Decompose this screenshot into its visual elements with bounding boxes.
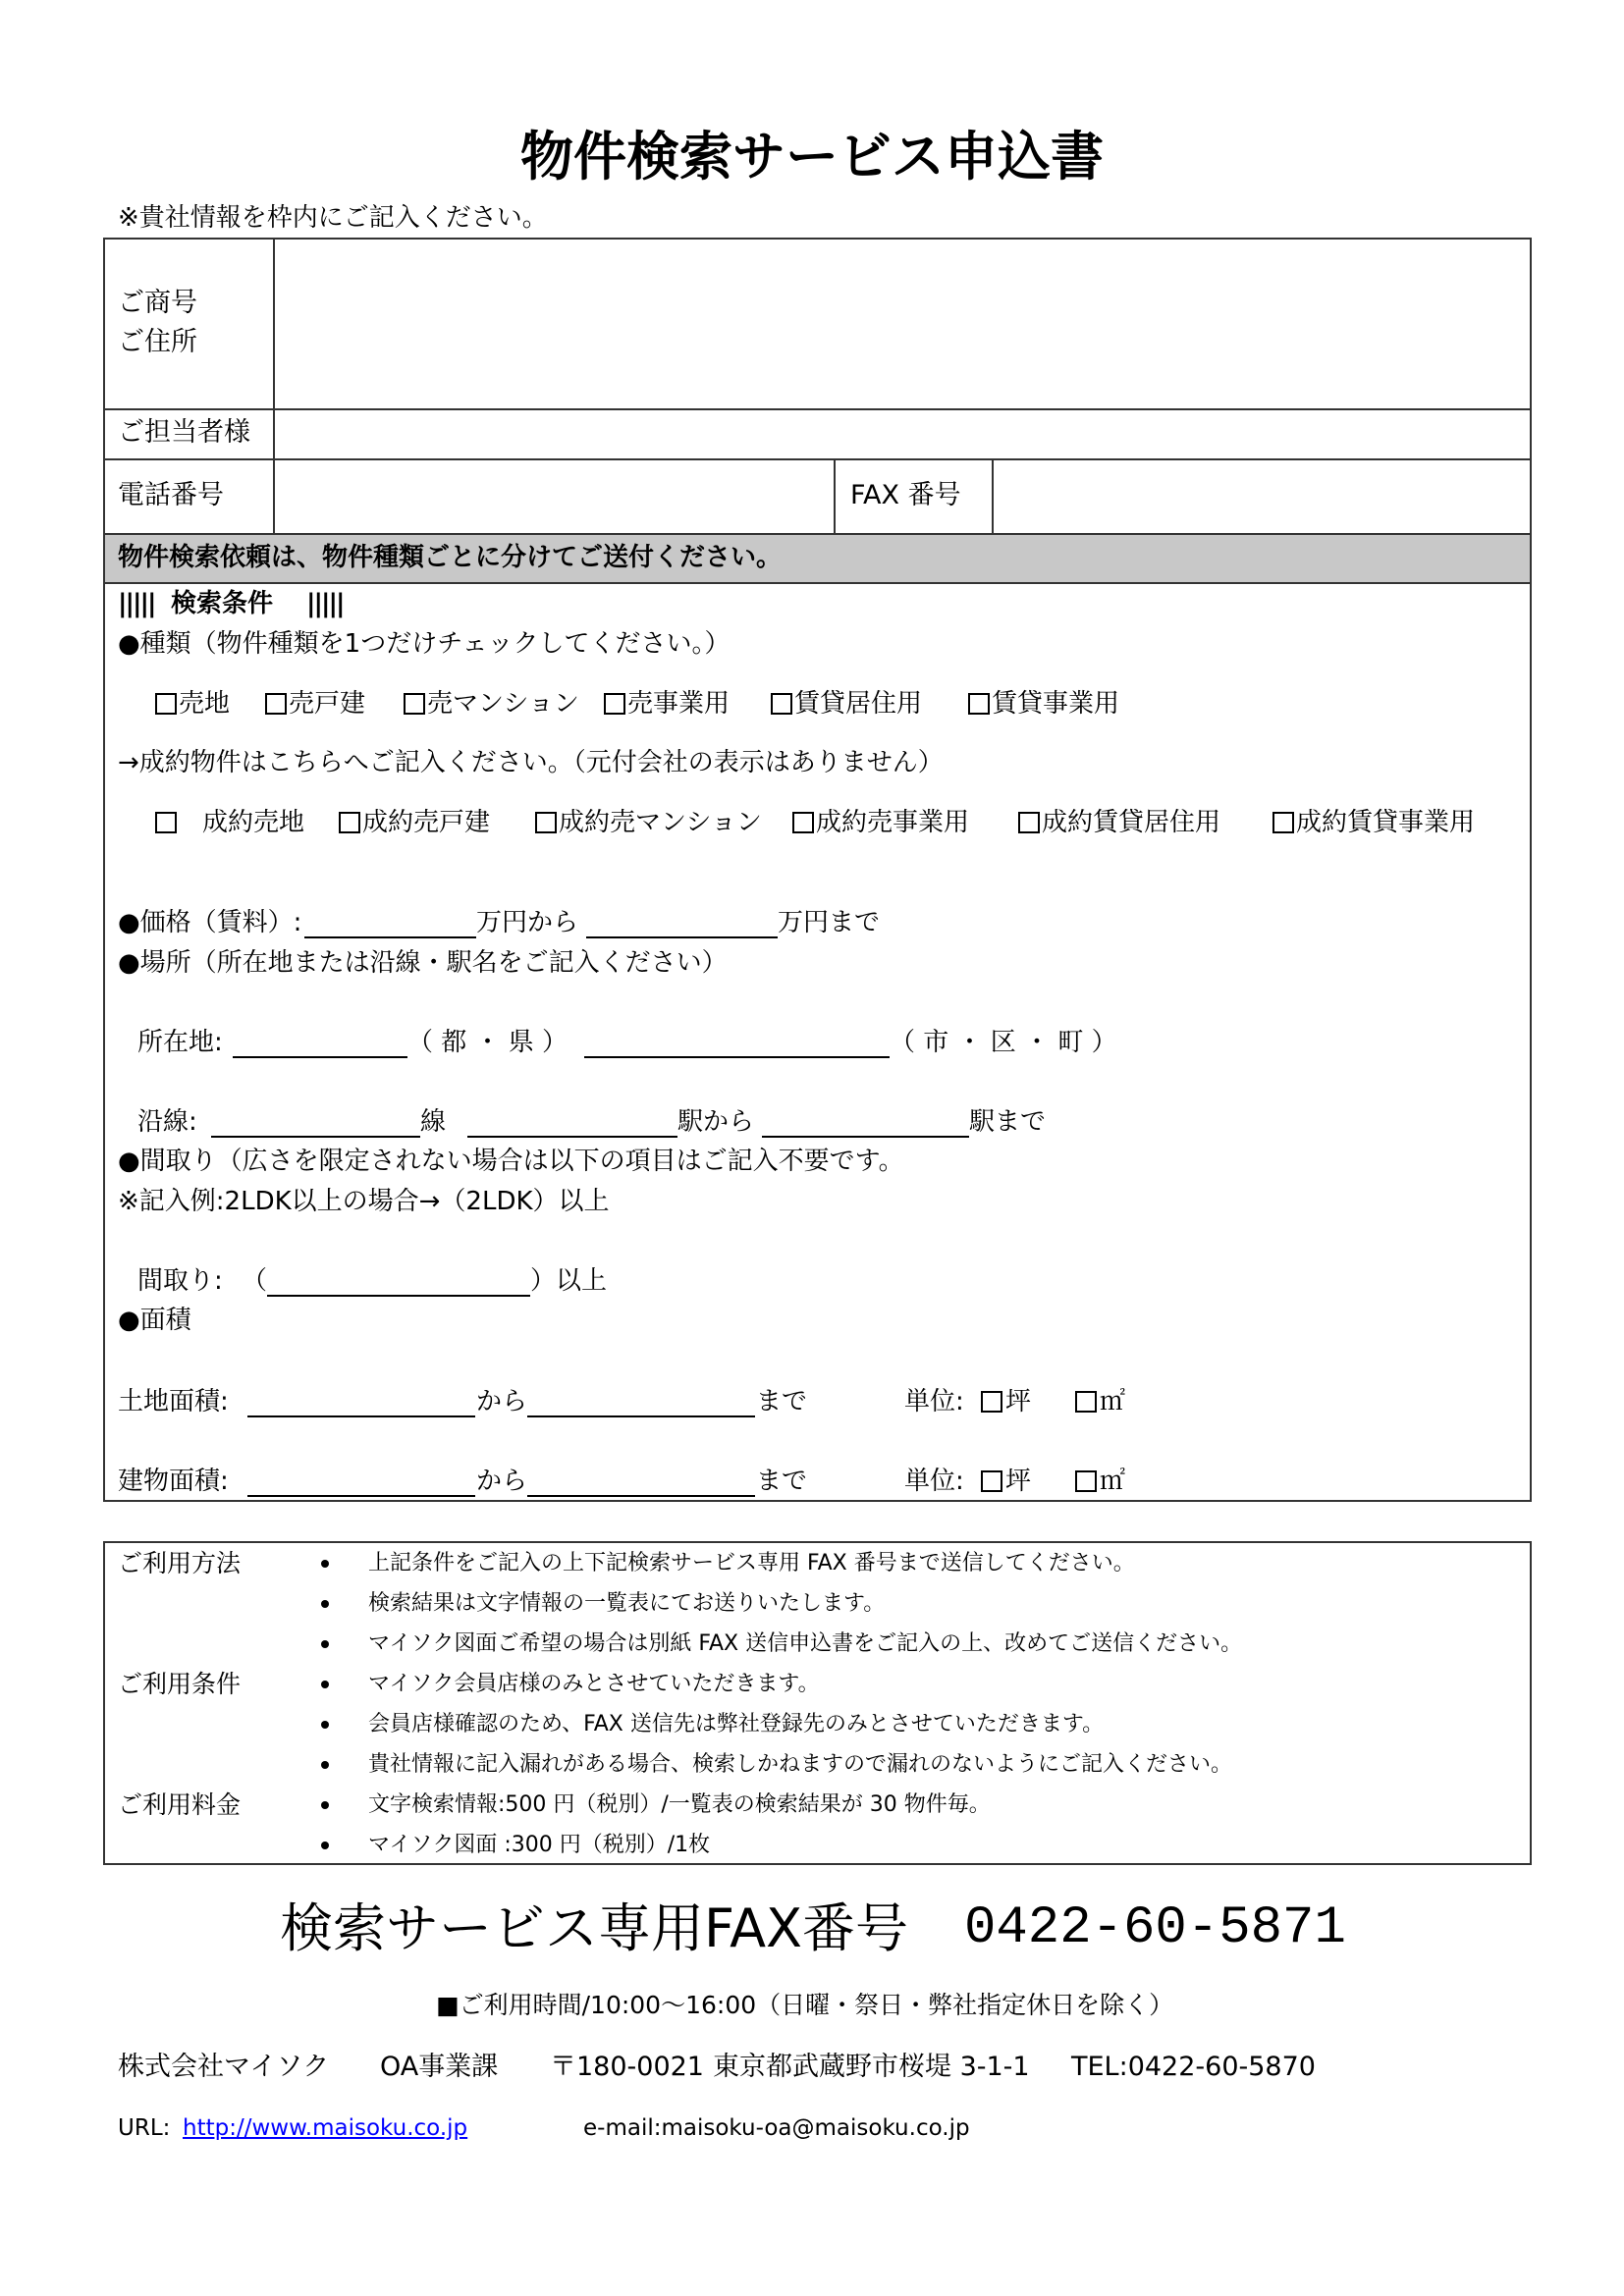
checkbox-sale-house[interactable] (265, 693, 287, 715)
type-checkbox-row (0, 689, 1624, 719)
station-from-text: 駅から (677, 1107, 755, 1137)
list-item-text: マイソク図面 :300 円（税別）/1枚 (368, 1833, 711, 1857)
form-title: 物件検索サービス申込書 (520, 126, 1104, 187)
fax-label-divider-right (992, 458, 994, 533)
city-field[interactable] (584, 1028, 890, 1058)
company-address-label: ご住所 (118, 327, 197, 357)
list-item (0, 1671, 1624, 1698)
layout-open-paren: （ (242, 1266, 268, 1296)
fax-number-field[interactable] (995, 461, 1529, 532)
email-address: e-mail:maisoku-oa@maisoku.co.jp (583, 2115, 970, 2141)
layout-label: 間取り: (137, 1266, 223, 1296)
list-item-text: 文字検索情報:500 円（税別）/一覧表の検索結果が 30 物件毎。 (368, 1792, 991, 1817)
contact-person-field[interactable] (276, 411, 1529, 457)
conditions-title: 検索条件 (171, 589, 274, 618)
layout-row (0, 1266, 1624, 1296)
header-mark-right: ||||| (306, 589, 344, 618)
checkbox-sale-land[interactable] (155, 693, 177, 715)
website-link[interactable]: http://www.maisoku.co.jp (183, 2115, 468, 2141)
checkbox-contract-rent-residential[interactable] (1018, 812, 1040, 833)
building-area-row (0, 1467, 1624, 1496)
address-label: 所在地: (137, 1028, 223, 1057)
unit-label: ㎡ (1100, 1467, 1126, 1496)
company-footer (0, 2052, 1624, 2083)
land-area-min-field[interactable] (247, 1387, 475, 1417)
checkbox-land-unit-sqm[interactable] (1075, 1391, 1097, 1413)
station-from-field[interactable] (467, 1107, 677, 1138)
layout-field[interactable] (267, 1266, 530, 1297)
contract-type-label: 成約賃貸事業用 (1296, 808, 1476, 837)
bullet-icon (321, 1640, 329, 1648)
phone-label: 電話番号 (118, 480, 224, 510)
unit-label: 坪 (1005, 1467, 1032, 1496)
type-label: 売地 (179, 689, 231, 719)
list-item (0, 1550, 1624, 1577)
building-area-max-field[interactable] (527, 1467, 755, 1497)
station-to-text: 駅まで (969, 1107, 1047, 1137)
list-item-text: 会員店様確認のため、FAX 送信先は弊社登録先のみとさせていただきます。 (368, 1712, 1105, 1736)
land-area-label: 土地面積: (118, 1387, 229, 1416)
checkbox-contract-rent-business[interactable] (1272, 812, 1294, 833)
contact-person-label: ご担当者様 (118, 417, 250, 448)
company-name: 株式会社マイソク (118, 2052, 330, 2082)
land-area-from-text: から (476, 1387, 528, 1416)
price-row (0, 908, 1624, 937)
price-to-text: 万円まで (778, 908, 881, 937)
railway-line-suffix: 線 (420, 1107, 447, 1137)
checkbox-sale-business[interactable] (604, 693, 625, 715)
building-area-label: 建物面積: (118, 1467, 229, 1496)
bullet-icon (321, 1560, 329, 1568)
railway-row (0, 1107, 1624, 1137)
list-item (0, 1791, 1624, 1819)
layout-close-text: ）以上 (530, 1266, 608, 1296)
checkbox-sale-condo[interactable] (404, 693, 425, 715)
list-item-text: 貴社情報に記入漏れがある場合、検索しかねますので漏れのないようにご記入ください。 (368, 1752, 1233, 1777)
type-label: 売マンション (427, 689, 579, 719)
type-label: 賃貸居住用 (794, 689, 923, 719)
contract-type-label: 成約売地 (202, 808, 305, 837)
land-area-max-field[interactable] (527, 1387, 755, 1417)
type-label: 賃貸事業用 (992, 689, 1120, 719)
unit-label: ㎡ (1100, 1387, 1126, 1416)
company-department: OA事業課 (380, 2052, 499, 2082)
address-row (0, 1028, 1624, 1057)
header-mark-left: ||||| (118, 589, 155, 618)
fax-label: FAX 番号 (850, 480, 961, 510)
prefecture-suffix: （ 都 ・ 県 ） (407, 1028, 568, 1057)
checkbox-contract-condo[interactable] (535, 812, 557, 833)
list-item-text: マイソク図面ご希望の場合は別紙 FAX 送信申込書をご記入の上、改めてご送信ください。 (368, 1631, 1243, 1656)
building-area-to-text: まで (756, 1467, 808, 1496)
land-area-row (0, 1387, 1624, 1416)
contract-type-label: 成約売戸建 (362, 808, 491, 837)
list-item (0, 1630, 1624, 1658)
row-divider (103, 458, 1532, 460)
contract-type-label: 成約売マンション (559, 808, 762, 837)
price-label: ●価格（賃料）: (118, 908, 302, 937)
checkbox-contract-land[interactable] (155, 812, 177, 833)
usage-conditions-label: ご利用条件 (118, 1670, 242, 1698)
contract-note: →成約物件はこちらへご記入ください。（元付会社の表示はありません） (118, 748, 944, 777)
railway-line-field[interactable] (211, 1107, 420, 1138)
price-max-field[interactable] (586, 908, 778, 938)
bullet-icon (321, 1761, 329, 1769)
row-divider (103, 533, 1532, 535)
company-tel: TEL:0422-60-5870 (1071, 2052, 1316, 2082)
bullet-icon (321, 1681, 329, 1688)
price-from-text: 万円から (476, 908, 579, 937)
contact-footer (0, 2114, 1624, 2142)
service-hours: ■ご利用時間/10:00～16:00（日曜・祭日・弊社指定休日を除く） (436, 1991, 1174, 2019)
company-name-label: ご商号 (118, 288, 197, 318)
checkbox-building-unit-sqm[interactable] (1075, 1470, 1097, 1492)
label-column-divider (273, 238, 275, 533)
bullet-icon (321, 1842, 329, 1849)
prefecture-field[interactable] (233, 1028, 407, 1058)
type-label: 売戸建 (289, 689, 366, 719)
company-name-address-field[interactable] (276, 240, 1529, 407)
building-unit-label: 単位: (904, 1467, 964, 1496)
company-postal-code: 〒180-0021 (550, 2052, 704, 2082)
list-item (0, 1711, 1624, 1738)
station-to-field[interactable] (762, 1107, 969, 1138)
list-item (0, 1590, 1624, 1618)
fax-banner-number: 0422-60-5871 (964, 1898, 1346, 1958)
list-item-text: 上記条件をご記入の上下記検索サービス専用 FAX 番号まで送信してください。 (368, 1551, 1135, 1575)
usage-method-label: ご利用方法 (118, 1549, 242, 1577)
building-area-from-text: から (476, 1467, 528, 1496)
land-unit-label: 単位: (904, 1387, 964, 1416)
building-area-min-field[interactable] (247, 1467, 475, 1497)
list-item-text: 検索結果は文字情報の一覧表にてお送りいたします。 (368, 1591, 886, 1616)
list-item (0, 1832, 1624, 1859)
checkbox-rent-residential[interactable] (771, 693, 792, 715)
type-heading: ●種類（物件種類を1つだけチェックしてください。） (118, 629, 731, 659)
list-item-text: マイソク会員店様のみとさせていただきます。 (368, 1672, 820, 1696)
area-heading: ●面積 (118, 1306, 191, 1335)
contract-type-label: 成約売事業用 (816, 808, 970, 837)
location-heading: ●場所（所在地または沿線・駅名をご記入ください） (118, 948, 728, 978)
checkbox-contract-house[interactable] (339, 812, 360, 833)
checkbox-contract-business[interactable] (792, 812, 814, 833)
bullet-icon (321, 1801, 329, 1809)
layout-heading: ●間取り（広さを限定されない場合は以下の項目はご記入不要です。 (118, 1147, 904, 1176)
land-area-to-text: まで (756, 1387, 808, 1416)
usage-fee-label: ご利用料金 (118, 1790, 242, 1819)
checkbox-land-unit-tsubo[interactable] (981, 1391, 1002, 1413)
fax-label-divider-left (834, 458, 836, 533)
railway-label: 沿線: (137, 1107, 197, 1137)
unit-label: 坪 (1005, 1387, 1032, 1416)
row-divider (103, 408, 1532, 410)
bullet-icon (321, 1600, 329, 1608)
checkbox-building-unit-tsubo[interactable] (981, 1470, 1002, 1492)
bullet-icon (321, 1721, 329, 1729)
list-item (0, 1751, 1624, 1779)
row-divider (103, 582, 1532, 584)
contract-type-label: 成約賃貸居住用 (1042, 808, 1221, 837)
instruction-note: ※貴社情報を枠内にご記入ください。 (118, 203, 548, 233)
url-label: URL: (118, 2115, 171, 2141)
city-suffix: （ 市 ・ 区 ・ 町 ） (890, 1028, 1117, 1057)
contract-checkbox-row (0, 808, 1624, 837)
price-min-field[interactable] (304, 908, 476, 938)
type-label: 売事業用 (627, 689, 731, 719)
request-banner: 物件検索依頼は、物件種類ごとに分けてご送付ください。 (118, 543, 783, 572)
checkbox-rent-business[interactable] (968, 693, 990, 715)
company-address: 東京都武蔵野市桜堤 3-1-1 (713, 2052, 1030, 2082)
fax-banner-label: 検索サービス専用FAX番号 (280, 1897, 909, 1959)
phone-number-field[interactable] (276, 461, 833, 532)
conditions-header (0, 589, 1624, 618)
layout-example: ※記入例:2LDK以上の場合→（2LDK）以上 (118, 1187, 610, 1216)
